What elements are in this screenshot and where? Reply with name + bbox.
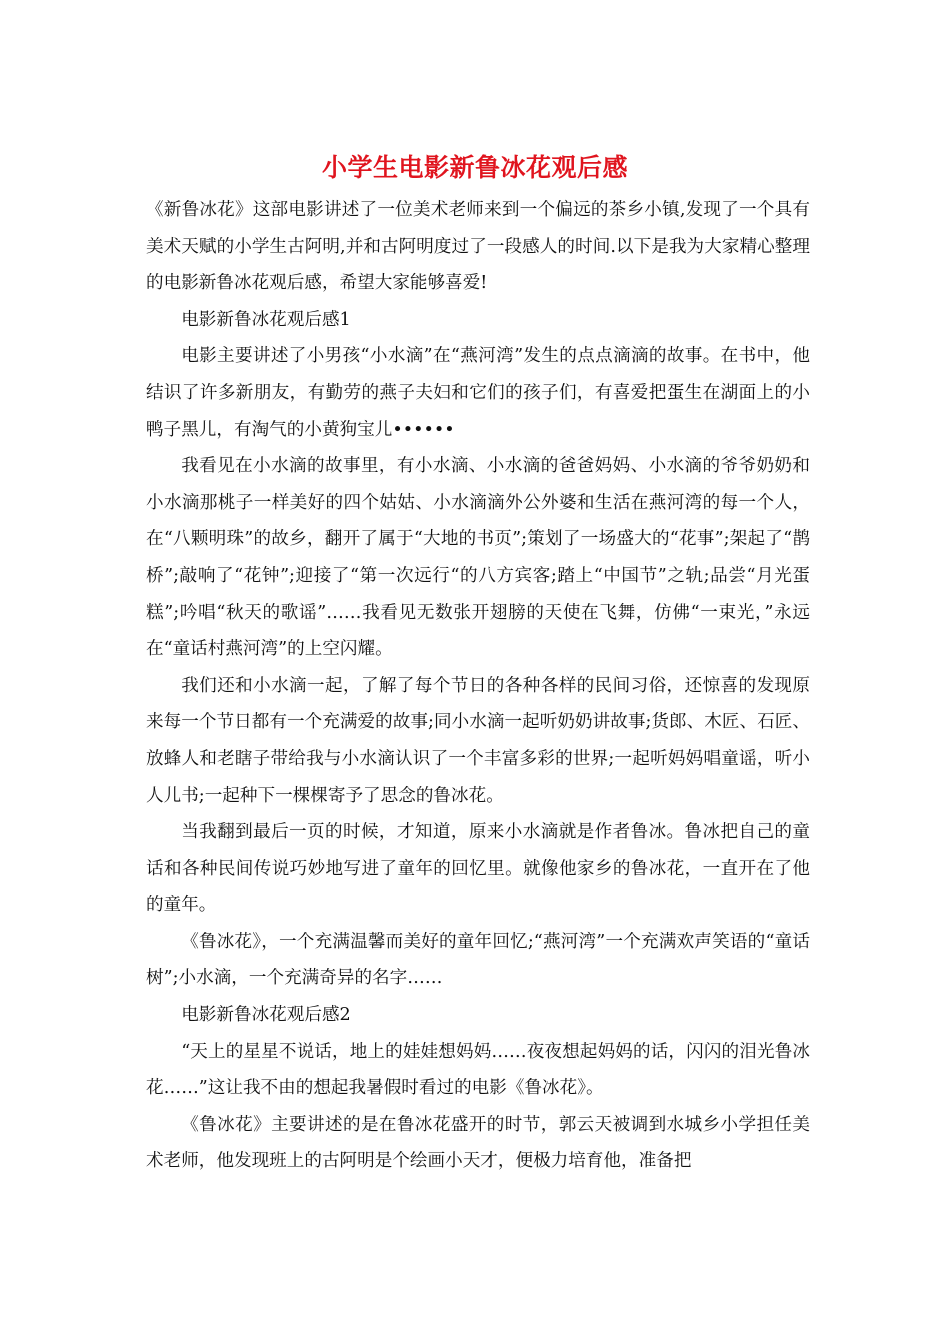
paragraph-3: 我们还和小水滴一起，了解了每个节日的各种各样的民间习俗，还惊喜的发现原来每一个节日都有一个充满爱的故事;同小水滴一起听奶奶讲故事;货郎、木匠、石匠、放蜂人和老瞎子带给我与小水滴认识了一个丰富多彩的世界;一起听妈妈唱童谣，听小人儿书;一起种下一棵棵寄予了思念的鲁冰花。 [146,675,810,806]
paragraph-1: 电影主要讲述了小男孩“小水滴”在“燕河湾”发生的点点滴滴的故事。在书中，他结识了许多新朋友，有勤劳的燕子夫妇和它们的孩子们，有喜爱把蛋生在湖面上的小鸭子黑儿，有淘气的小黄狗宝儿•••••• [146,346,810,440]
paragraph-7: 《鲁冰花》主要讲述的是在鲁冰花盛开的时节，郭云天被调到水城乡小学担任美术老师，他发现班上的古阿明是个绘画小天才，便极力培育他，准备把 [146,1114,810,1172]
section-heading-1: 电影新鲁冰花观后感1 [181,309,351,330]
document-title: 小学生电影新鲁冰花观后感 [321,153,628,182]
paragraph-5: 《鲁冰花》，一个充满温馨而美好的童年回忆;“燕河湾”一个充满欢声笑语的“童话树”;小水滴，一个充满奇异的名字…… [146,931,810,989]
intro-paragraph: 《新鲁冰花》这部电影讲述了一位美术老师来到一个偏远的茶乡小镇,发现了一个具有美术天赋的小学生古阿明,并和古阿明度过了一段感人的时间.以下是我为大家精心整理的电影新鲁冰花观后感，希望大家能够喜爱! [146,200,810,294]
paragraph-6: “天上的星星不说话，地上的娃娃想妈妈……夜夜想起妈妈的话，闪闪的泪光鲁冰花……”这让我不由的想起我暑假时看过的电影《鲁冰花》。 [146,1041,810,1099]
document-body [146,192,810,1180]
paragraph-2: 我看见在小水滴的故事里，有小水滴、小水滴的爸爸妈妈、小水滴的爷爷奶奶和小水滴那桃子一样美好的四个姑姑、小水滴滴外公外婆和生活在燕河湾的每一个人，在“八颗明珠”的故乡，翻开了属于“大地的书页”;策划了一场盛大的“花事”;架起了“鹊桥”;敲响了“花钟”;迎接了“第一次远行“的八方宾客;踏上“中国节”之轨;品尝“月光蛋糕”;吟唱“秋天的歌谣”……我看见无数张开翅膀的天使在飞舞，仿佛“一束光，”永远在“童话村燕河湾”的上空闪耀。 [146,456,810,660]
paragraph-4: 当我翻到最后一页的时候，才知道，原来小水滴就是作者鲁冰。鲁冰把自己的童话和各种民间传说巧妙地写进了童年的回忆里。就像他家乡的鲁冰花，一直开在了他的童年。 [146,822,810,916]
section-heading-2: 电影新鲁冰花观后感2 [181,1005,351,1026]
